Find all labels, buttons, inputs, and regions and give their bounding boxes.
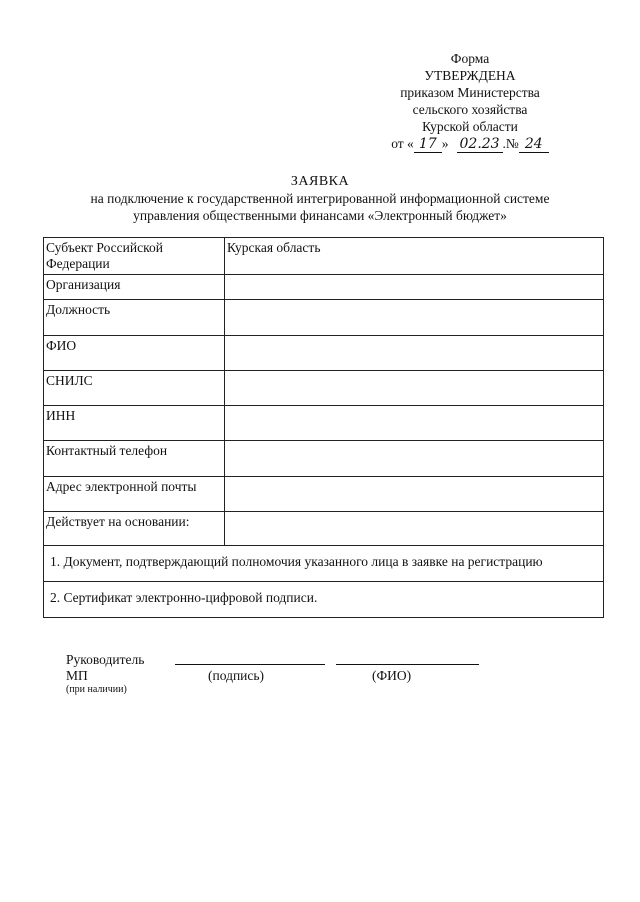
row-label: Организация bbox=[44, 275, 225, 300]
row-label: Субъект Российской Федерации bbox=[44, 238, 225, 275]
caption-row bbox=[66, 668, 496, 684]
row-label: ИНН bbox=[44, 406, 225, 441]
table-row bbox=[44, 238, 604, 275]
stamp-note: (при наличии) bbox=[66, 684, 127, 695]
signature-line bbox=[175, 664, 325, 665]
application-table bbox=[43, 237, 604, 618]
attachment-row bbox=[44, 546, 604, 582]
signature-caption: (подпись) bbox=[208, 668, 265, 683]
name-caption: (ФИО) bbox=[372, 668, 412, 683]
row-label: Контактный телефон bbox=[44, 441, 225, 477]
order-line-1: приказом Министерства bbox=[400, 85, 540, 100]
row-value bbox=[225, 512, 604, 546]
head-label: Руководитель bbox=[66, 652, 145, 667]
title-line-1: на подключение к государственной интегрированной информационной системе bbox=[90, 191, 550, 206]
table-row bbox=[44, 371, 604, 406]
signature-row bbox=[66, 652, 496, 668]
approved-label: УТВЕРЖДЕНА bbox=[424, 68, 516, 83]
attachment-item: 1. Документ, подтверждающий полномочия указанного лица в заявке на регистрацию bbox=[44, 546, 604, 582]
form-label: Форма bbox=[450, 51, 490, 66]
row-label: Адрес электронной почты bbox=[44, 477, 225, 512]
approval-block bbox=[360, 50, 580, 153]
row-value bbox=[225, 406, 604, 441]
title-line-2: управления общественными финансами «Электронный бюджет» bbox=[133, 208, 507, 223]
table-row bbox=[44, 336, 604, 371]
row-value bbox=[225, 371, 604, 406]
handwritten-number: 24 bbox=[519, 137, 549, 153]
document-title bbox=[40, 173, 600, 224]
table-row bbox=[44, 441, 604, 477]
row-label: ФИО bbox=[44, 336, 225, 371]
attachment-item: 2. Сертификат электронно-цифровой подписи. bbox=[44, 582, 604, 618]
table-row bbox=[44, 406, 604, 441]
date-prefix: от « bbox=[391, 136, 414, 151]
table-row bbox=[44, 512, 604, 546]
table-row bbox=[44, 275, 604, 300]
row-value bbox=[225, 477, 604, 512]
number-label: .№ bbox=[502, 136, 519, 151]
row-value bbox=[225, 275, 604, 300]
order-date-line bbox=[360, 135, 580, 153]
row-value bbox=[225, 300, 604, 336]
name-line bbox=[336, 664, 479, 665]
signature-block bbox=[66, 652, 496, 696]
table-row bbox=[44, 477, 604, 512]
title-heading: ЗАЯВКА bbox=[290, 174, 350, 189]
handwritten-day: 17 bbox=[414, 137, 442, 153]
row-value bbox=[225, 336, 604, 371]
row-label: Действует на основании: bbox=[44, 512, 225, 546]
row-value: Курская область bbox=[225, 238, 604, 275]
stamp-label: МП bbox=[66, 668, 88, 683]
row-label: Должность bbox=[44, 300, 225, 336]
row-label: СНИЛС bbox=[44, 371, 225, 406]
attachment-row bbox=[44, 582, 604, 618]
handwritten-month: 02.23 bbox=[457, 137, 503, 153]
quote-close: » bbox=[441, 136, 449, 151]
table-row bbox=[44, 300, 604, 336]
order-line-2: сельского хозяйства bbox=[412, 102, 528, 117]
order-line-3: Курской области bbox=[422, 119, 518, 134]
row-value bbox=[225, 441, 604, 477]
